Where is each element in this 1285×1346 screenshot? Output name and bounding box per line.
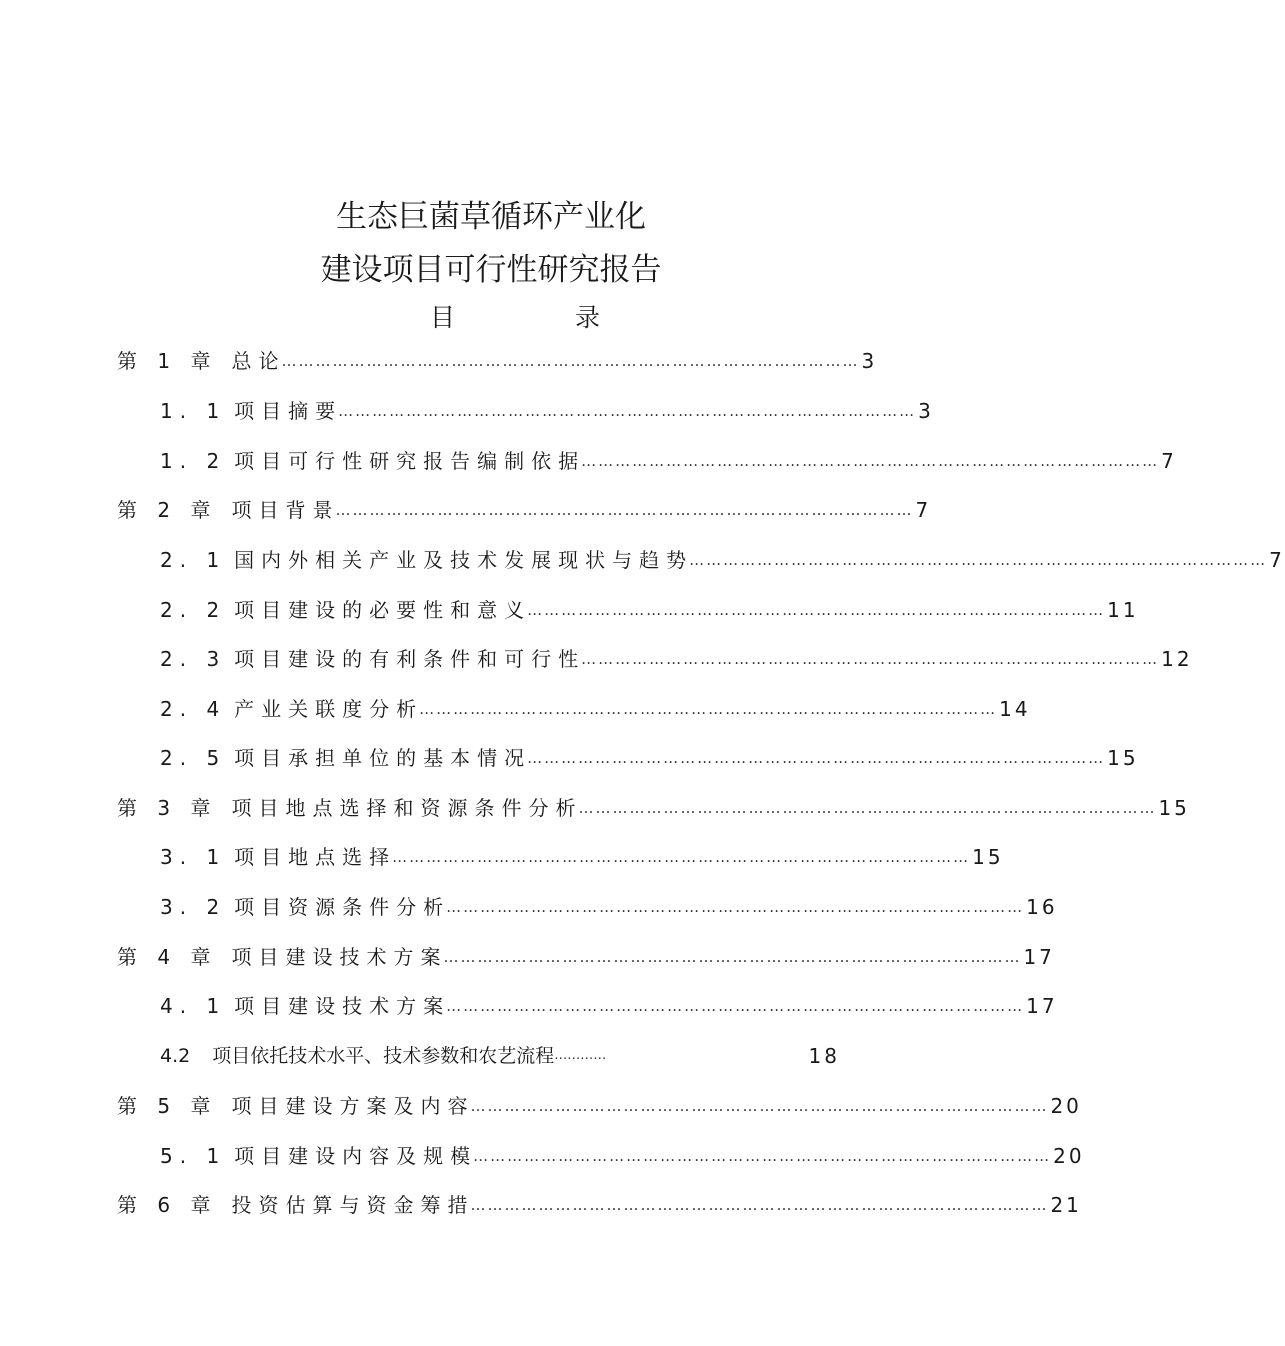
- toc-leader-dots: …………………………………………………………………………………………: [581, 650, 1160, 668]
- toc-entry-title: 总论: [231, 349, 286, 373]
- toc-entry-number: 第 5 章: [117, 1094, 218, 1118]
- toc-entry-page: 7: [1269, 548, 1285, 572]
- toc-entry-page: 11: [1107, 598, 1139, 622]
- toc-entry-number: 1. 1: [160, 399, 227, 423]
- toc-heading-char-1: 目: [430, 303, 456, 332]
- toc-entry-section-2-4[interactable]: [160, 694, 1031, 724]
- toc-leader-dots: …………………………………………………………………………………………: [578, 799, 1157, 817]
- toc-entry-title: 项目摘要: [234, 399, 343, 423]
- toc-entry-page: 3: [918, 399, 934, 423]
- toc-entry-title: 项目背景: [231, 498, 340, 522]
- toc-entry-section-2-1[interactable]: [160, 545, 1285, 575]
- toc-entry-title: 项目建设内容及规模: [234, 1144, 478, 1168]
- toc-leader-dots: …………………………………………………………………………………………: [443, 948, 1022, 966]
- toc-entry-chapter-2[interactable]: [117, 495, 932, 525]
- toc-leader-dots: …………………………………………………………………………………………: [527, 601, 1106, 619]
- toc-entry-section-2-3[interactable]: [160, 644, 1193, 674]
- toc-entry-number: 2. 3: [160, 647, 227, 671]
- toc-entry-title: 项目地点选择和资源条件分析: [231, 796, 583, 820]
- toc-entry-section-2-2[interactable]: [160, 595, 1139, 625]
- toc-leader-dots: …………………………………………………………………………………………: [470, 1196, 1049, 1214]
- toc-entry-title: 项目地点选择: [234, 845, 397, 869]
- toc-entry-page: 21: [1050, 1193, 1082, 1217]
- toc-entry-page: 7: [915, 498, 932, 522]
- toc-entry-title: 国内外相关产业及技术发展现状与趋势: [234, 548, 694, 572]
- toc-leader-dots: …………………………………………………………………………………………: [338, 402, 917, 420]
- toc-entry-page: 17: [1023, 945, 1055, 969]
- toc-entry-number: 第 3 章: [117, 796, 218, 820]
- toc-leader-dots: …………………………………………………………………………………………: [689, 551, 1268, 569]
- toc-leader-dots: …………………………………………………………………………………………: [419, 700, 998, 718]
- toc-entry-page: 15: [972, 845, 1004, 869]
- toc-leader-dots: …………………………………………………………………………………………: [392, 848, 971, 866]
- toc-entry-page: 7: [1161, 449, 1177, 473]
- toc-entry-chapter-3[interactable]: [117, 793, 1190, 823]
- toc-entry-number: 第 2 章: [117, 498, 218, 522]
- toc-entry-page: 17: [1026, 994, 1058, 1018]
- toc-entry-page: 20: [1053, 1144, 1085, 1168]
- toc-entry-number: 2. 1: [160, 548, 227, 572]
- toc-leader-dots: …………………………………………………………………………………………: [281, 352, 860, 370]
- toc-entry-page: 14: [999, 697, 1031, 721]
- toc-entry-section-3-2[interactable]: [160, 892, 1058, 922]
- toc-entry-chapter-4[interactable]: [117, 942, 1055, 972]
- toc-entry-page: 16: [1026, 895, 1058, 919]
- toc-entry-title: 项目承担单位的基本情况: [234, 746, 532, 770]
- toc-leader-dots: …………………………………………………………………………………………: [473, 1147, 1052, 1165]
- toc-entry-title: 项目依托技术水平、技术参数和农艺流程: [212, 1045, 555, 1067]
- toc-heading-char-2: 录: [574, 303, 600, 332]
- toc-entry-chapter-6[interactable]: [117, 1190, 1082, 1220]
- toc-leader-dots: …………………………………………………………………………………………: [527, 749, 1106, 767]
- toc-leader-dots: …………………………………………………………………………………………: [581, 452, 1160, 470]
- toc-leader-dots: …………: [554, 1048, 607, 1063]
- toc-entry-page: 15: [1107, 746, 1139, 770]
- toc-entry-title: 项目建设技术方案: [231, 945, 448, 969]
- toc-entry-title: 项目资源条件分析: [234, 895, 451, 919]
- toc-entry-number: 2. 5: [160, 746, 227, 770]
- toc-entry-section-3-1[interactable]: [160, 842, 1004, 872]
- toc-leader-dots: …………………………………………………………………………………………: [446, 898, 1025, 916]
- report-title-line-1: 生态巨菌草循环产业化: [336, 199, 646, 235]
- toc-entry-title: 项目建设方案及内容: [231, 1094, 475, 1118]
- toc-entry-page: 3: [861, 349, 878, 373]
- toc-heading: [430, 298, 600, 334]
- toc-entry-number: 5. 1: [160, 1144, 227, 1168]
- toc-entry-section-1-1[interactable]: [160, 396, 934, 426]
- toc-entry-number: 第 1 章: [117, 349, 218, 373]
- toc-entry-number: 第 6 章: [117, 1193, 218, 1217]
- toc-entry-number: 2. 2: [160, 598, 227, 622]
- toc-entry-number: 3. 2: [160, 895, 227, 919]
- toc-entry-number: 1. 2: [160, 449, 227, 473]
- toc-entry-chapter-1[interactable]: [117, 346, 878, 376]
- toc-leader-dots: …………………………………………………………………………………………: [470, 1097, 1049, 1115]
- toc-entry-title: 项目建设技术方案: [234, 994, 451, 1018]
- toc-entry-page: 18: [808, 1044, 840, 1068]
- toc-entry-page: 15: [1158, 796, 1190, 820]
- toc-entry-number: 第 4 章: [117, 945, 218, 969]
- toc-entry-title: 投资估算与资金筹措: [231, 1193, 475, 1217]
- toc-entry-title: 项目可行性研究报告编制依据: [234, 449, 586, 473]
- toc-entry-section-4-2[interactable]: [160, 1041, 840, 1071]
- report-title-line-2: 建设项目可行性研究报告: [320, 252, 662, 288]
- toc-entry-number: 4.2: [160, 1045, 191, 1067]
- toc-entry-chapter-5[interactable]: [117, 1091, 1082, 1121]
- toc-entry-section-1-2[interactable]: [160, 446, 1177, 476]
- toc-entry-number: 4. 1: [160, 994, 227, 1018]
- toc-entry-title: 项目建设的必要性和意义: [234, 598, 532, 622]
- toc-leader-dots: …………………………………………………………………………………………: [335, 501, 914, 519]
- toc-entry-page: 12: [1161, 647, 1193, 671]
- toc-entry-section-5-1[interactable]: [160, 1141, 1085, 1171]
- toc-entry-section-2-5[interactable]: [160, 743, 1139, 773]
- toc-entry-number: 3. 1: [160, 845, 227, 869]
- toc-entry-section-4-1[interactable]: [160, 991, 1058, 1021]
- toc-entry-title: 项目建设的有利条件和可行性: [234, 647, 586, 671]
- toc-entry-title: 产业关联度分析: [234, 697, 424, 721]
- toc-entry-number: 2. 4: [160, 697, 227, 721]
- toc-leader-dots: …………………………………………………………………………………………: [446, 997, 1025, 1015]
- toc-entry-page: 20: [1050, 1094, 1082, 1118]
